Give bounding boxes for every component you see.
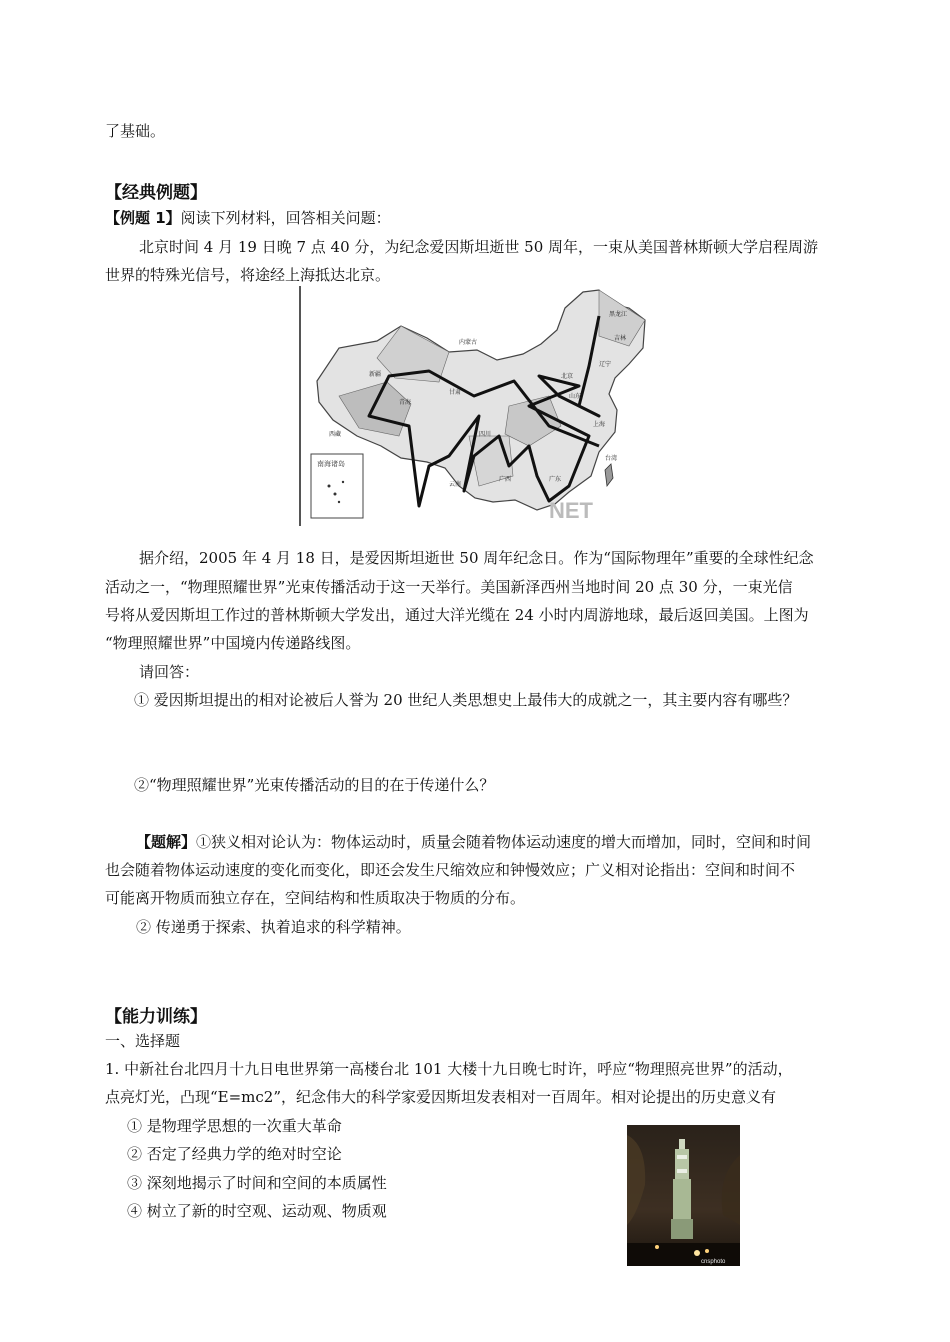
map-place-label: 上海	[593, 422, 606, 428]
map-place-label: 云南	[449, 482, 462, 488]
example1-para2-line1: 据介绍，2005 年 4 月 18 日，是爱因斯坦逝世 50 周年纪念日。作为“国际物理年”重要的全球性纪念	[139, 549, 814, 567]
answer-line2: 也会随着物体运动速度的变化而变化，即还会发生尺缩效应和钟慢效应；广义相对论指出：空间和时间不	[105, 861, 796, 879]
answer-2: ② 传递勇于探索、执着追求的科学精神。	[136, 918, 411, 936]
taipei-101-photo-image	[627, 1125, 740, 1266]
example1-para2-line4: “物理照耀世界”中国境内传递路线图。	[105, 634, 361, 652]
map-watermark: NET	[549, 498, 593, 523]
map-place-label: 内蒙古	[459, 340, 478, 346]
map-place-label: 四川	[479, 432, 492, 438]
map-place-label: 青海	[399, 400, 412, 406]
example1-para2-line3: 号将从爱因斯坦工作过的普林斯顿大学发出，通过大洋光缆在 24 小时内周游地球，最后返回美国。上图为	[105, 606, 809, 624]
answer-label: 【题解】	[136, 833, 197, 851]
map-place-label: 西藏	[329, 432, 342, 438]
map-place-label: 辽宁	[599, 362, 612, 368]
section-title-training: 【能力训练】	[105, 1007, 207, 1027]
answer-line3: 可能离开物质而独立存在，空间结构和性质取决于物质的分布。	[105, 889, 526, 907]
example1-para1-line1: 北京时间 4 月 19 日晚 7 点 40 分，为纪念爱因斯坦逝世 50 周年，一束从美国普林斯顿大学启程周游	[139, 238, 819, 256]
section-title-examples: 【经典例题】	[105, 183, 207, 203]
example1-prompt	[105, 208, 391, 228]
question-1: ① 爱因斯坦提出的相对论被后人誉为 20 世纪人类思想史上最伟大的成就之一，其主要内容有哪些？	[134, 691, 798, 709]
map-place-label: 黑龙江	[609, 312, 628, 318]
example1-para1-line2: 世界的特殊光信号，将途经上海抵达北京。	[105, 266, 391, 284]
example1-prompt-text: 阅读下列材料，回答相关问题：	[180, 209, 391, 227]
example1-label: 【例题 1】	[105, 209, 181, 227]
map-place-label: 甘肃	[449, 390, 462, 396]
exercise1-line2: 点亮灯光，凸现“E=mc2”，纪念伟大的科学家爱因斯坦发表相对一百周年。相对论提出的历史意义有	[105, 1088, 777, 1106]
map-place-label: 广西	[499, 477, 512, 483]
ask-label: 请回答：	[139, 663, 200, 681]
china-route-map	[299, 286, 651, 526]
map-place-label: 台湾	[605, 456, 618, 462]
taipei-101-photo	[627, 1125, 740, 1266]
map-inset-label: 南海诸岛	[317, 461, 345, 468]
question-2: ②“物理照耀世界”光束传播活动的目的在于传递什么？	[134, 776, 495, 794]
map-place-label: 广东	[549, 477, 562, 483]
answer-line1-text: ①狭义相对论认为：物体运动时，质量会随着物体运动速度的增大而增加，同时，空间和时间	[196, 833, 812, 851]
option-4: ④ 树立了新的时空观、运动观、物质观	[127, 1202, 387, 1220]
map-place-label: 新疆	[369, 372, 382, 378]
section-subtitle-choice: 一、选择题	[105, 1032, 181, 1050]
exercise1-line1: 1. 中新社台北四月十九日电世界第一高楼台北 101 大楼十九日晚七时许，呼应“物理照亮世界”的活动，	[105, 1060, 793, 1078]
intro-tail: 了基础。	[105, 122, 166, 140]
answer-line1	[136, 832, 811, 852]
photo-credit: cnsphoto	[701, 1259, 726, 1265]
option-2: ② 否定了经典力学的绝对时空论	[127, 1145, 342, 1163]
china-route-map-image	[299, 286, 651, 526]
option-3: ③ 深刻地揭示了时间和空间的本质属性	[127, 1174, 387, 1192]
example1-para2-line2: 活动之一，“物理照耀世界”光束传播活动于这一天举行。美国新泽西州当地时间 20 点 30 分，一束光信	[105, 578, 793, 596]
option-1: ① 是物理学思想的一次重大革命	[127, 1117, 342, 1135]
map-place-label: 吉林	[614, 336, 627, 342]
map-place-label: 山东	[569, 394, 582, 400]
map-place-label: 北京	[561, 374, 574, 380]
